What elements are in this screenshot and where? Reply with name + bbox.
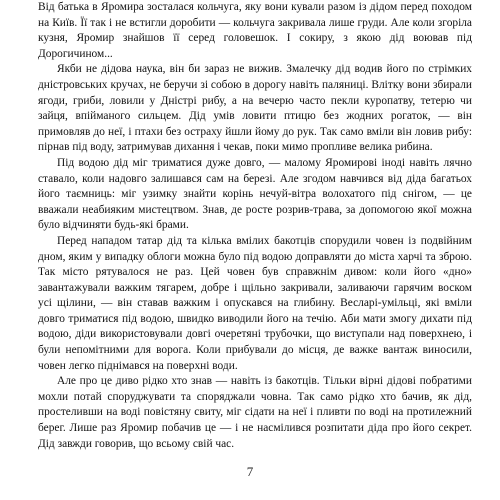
paragraph-2: Якби не дідова наука, він би зараз не вижив. Змалечку дід водив його по стрімких дністровських кручах, не беручи зі собою в дорогу навіть паляниці. Влітку вони збирали ягоди, гриби, ловили у Дністрі рибу, а на вечерю часто пекли куропатву, тетерю чи зайця, впійманого сильцем. Дід умів ловити птицю без жодних рогаток, — він примовляв до неї, і птахи без остраху йшли йому до рук. Так само вміли він ловив рибу: пірнав під воду, затримував дихання і чекав, поки мимо пропливе велика рибина. xyxy=(38,63,472,154)
paragraph-1: Від батька в Яромира зосталася кольчуга, яку вони кували разом із дідом перед походом на Київ. Її так і не встигли доробити — кольчуга закривала лише груди. Але коли згоріла кузня, Яромир знайшов її серед головешок. І сокиру, з якою дід воював під Дорогичином... xyxy=(38,1,472,60)
page-number: 7 xyxy=(246,464,254,479)
paragraph-3: Під водою дід міг триматися дуже довго, — малому Яромирові іноді навіть лячно ставало, коли надовго залишався сам на березі. Але згодом навчився від діда багатьох його таємниць: міг узимку знайти корінь нечуй-вітра волохатого під снігом, — це вважали неабияким мистецтвом. Знав, де росте розрив-трава, за допомогою якої можна було відчиняти будь-які брами. xyxy=(38,156,472,232)
page-body-text xyxy=(38,0,472,452)
paragraph-4: Перед нападом татар дід та кілька вмілих бакотців спорудили човен із подвійним дном, яким у випадку облоги можна було під водою доправляти до міста харчі та зброю. Так місто рятувалося не раз. Цей човен був справжнім дивом: коли його «дно» завантажували важким тягарем, добре і щільно закривали, заливаючи гарячим воском усі щілини, — він ставав важким і опускався на глибину. Весларі-умільці, які вміли довго триматися під водою, швидко виводили його на течію. Аби мати змогу дихати під водою, діди використовували довгі очеретяні трубочки, що виступали над поверхнею, і були непомітними для ворога. Коли прибували до місця, де важке вантаж виносили, човен легко піднімався на поверхні води. xyxy=(38,234,472,372)
paragraph-5: Але про це диво рідко хто знав — навіть із бакотців. Тільки вірні дідові побратими мохли потай споруджувати та споряджали човна. Так само рідко хто бачив, як дід, простеливши на воді повістяну свиту, міг сідати на неї і пливти по воді на протилежний берег. Лише раз Яромир побачив це — і не насмілився розпитати діда про його секрет. Дід завжди говорив, що всьому свій час. xyxy=(38,375,472,450)
